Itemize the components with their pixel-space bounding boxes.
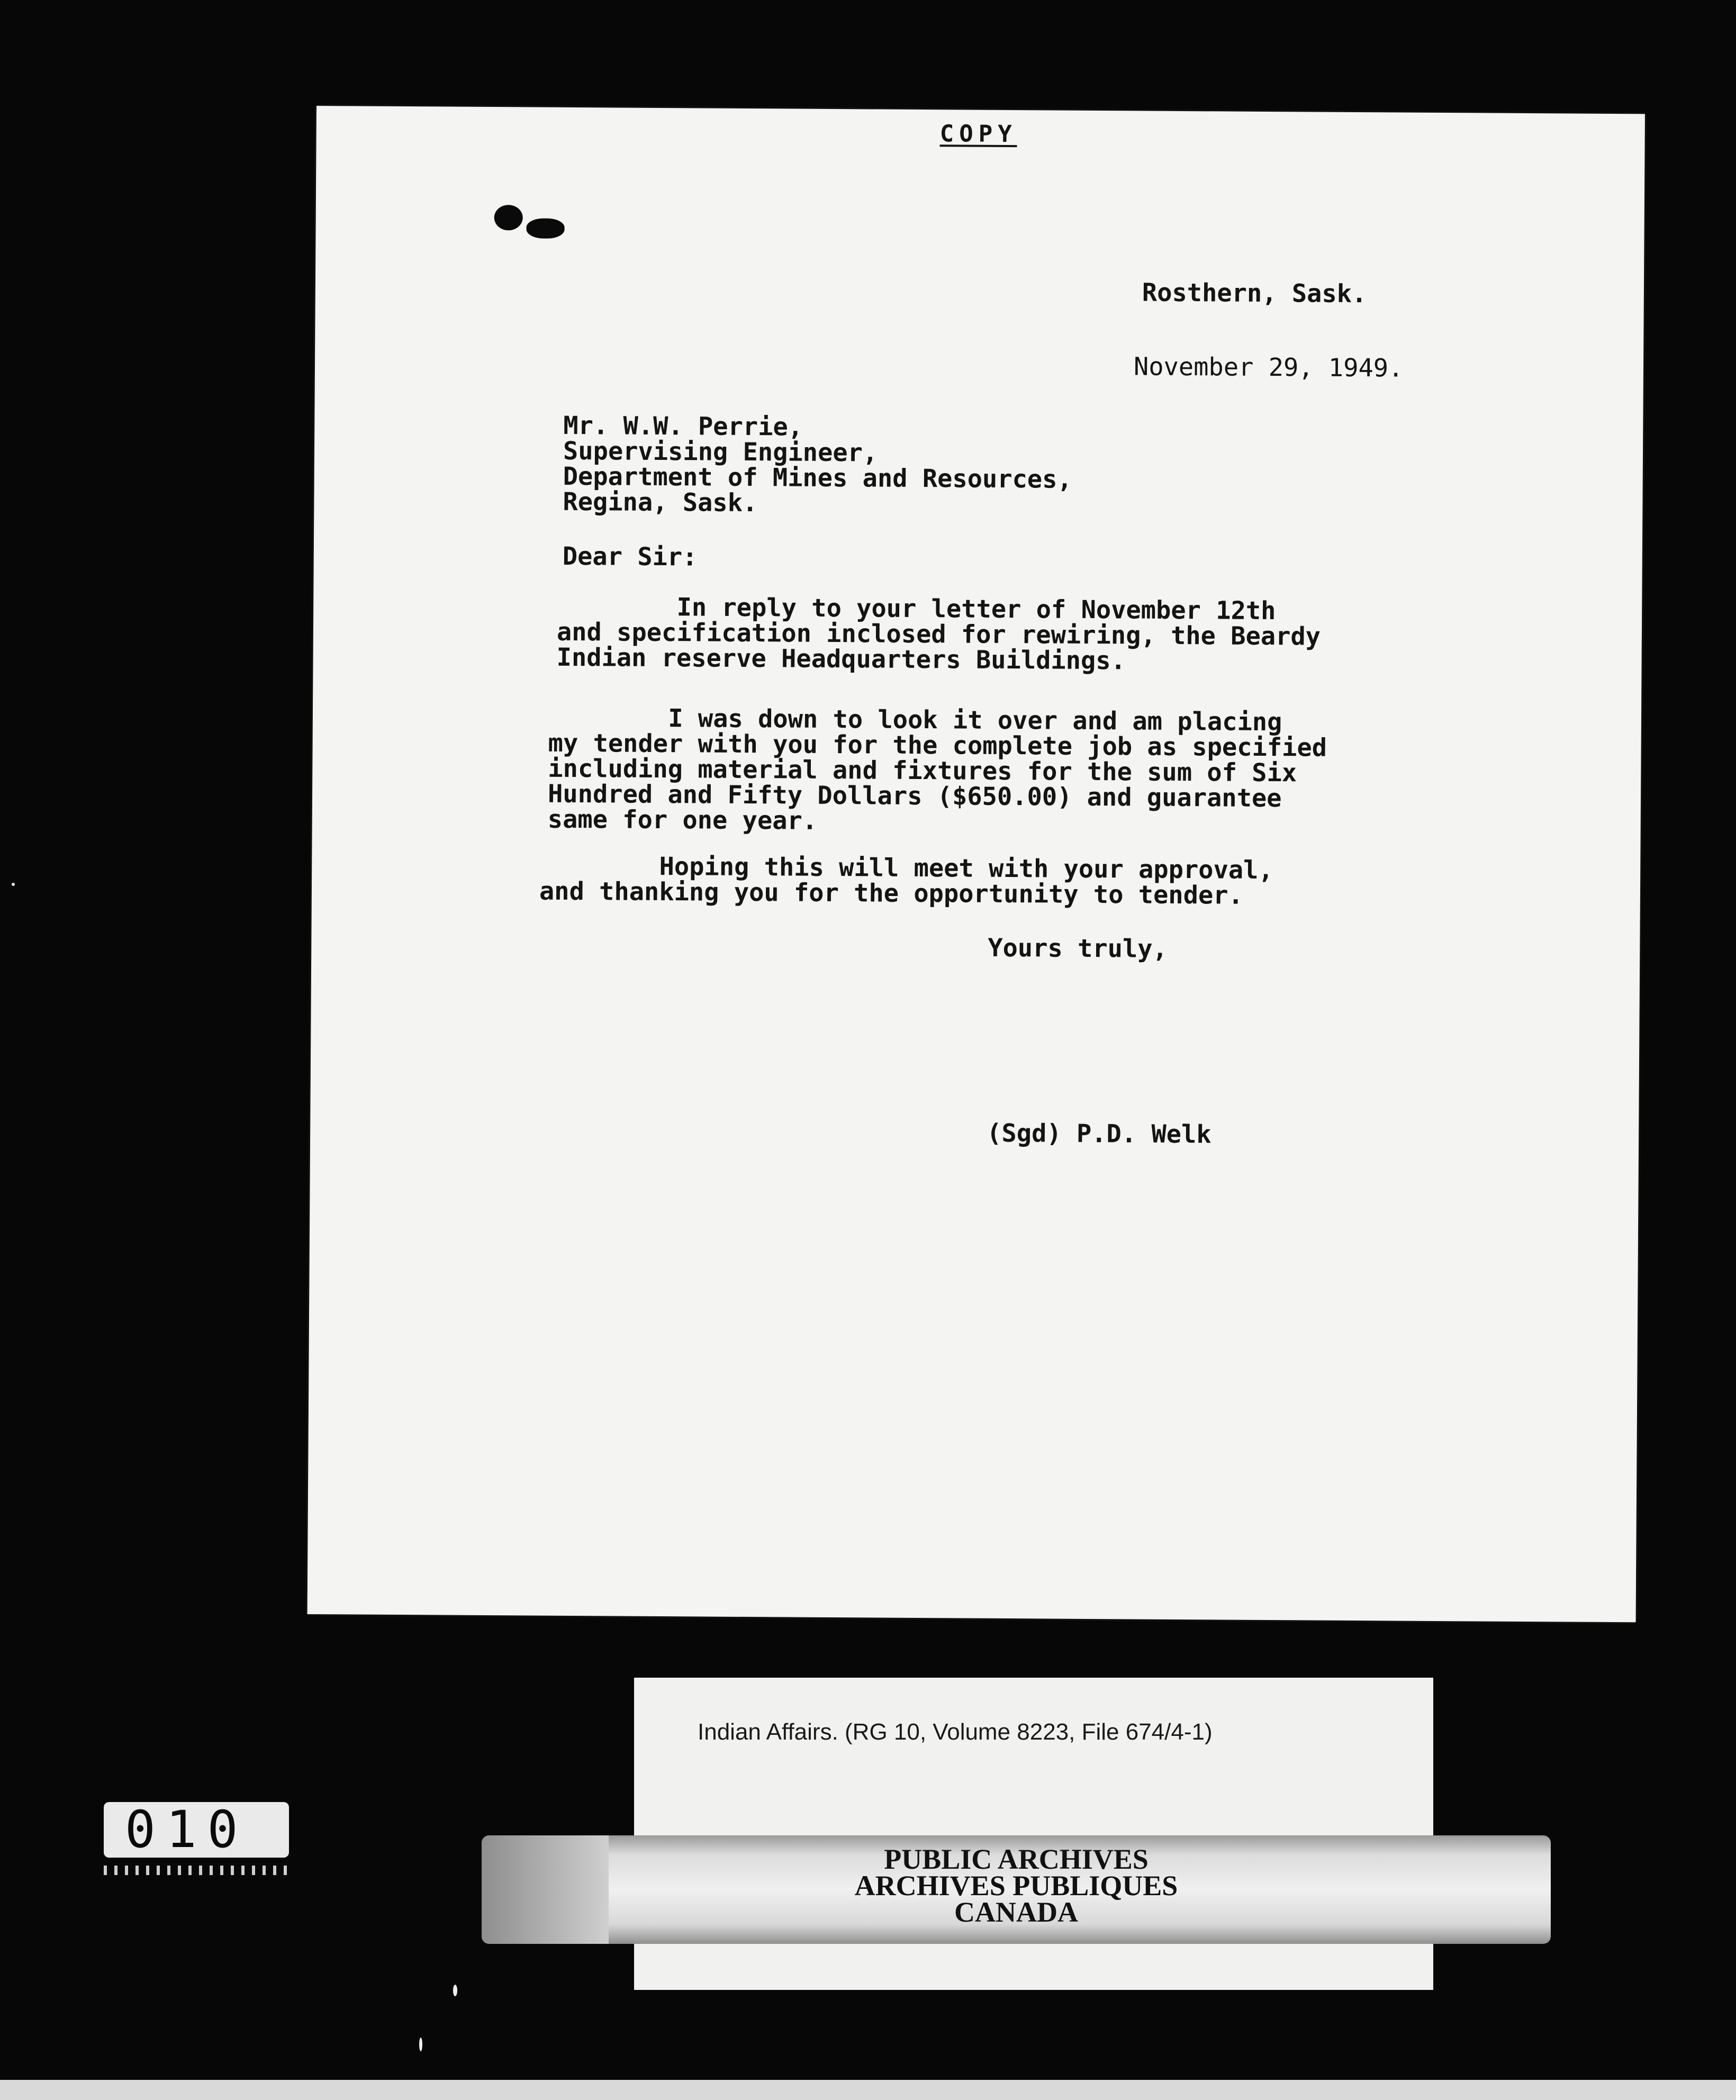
counter-ticks [104, 1866, 289, 1875]
paragraph-1 [556, 594, 1321, 675]
paragraph-line: and specification inclosed for rewiring, the Beardy [556, 617, 1321, 651]
ink-blot [494, 205, 523, 230]
paragraph-line: I was down to look it over and am placing [548, 703, 1282, 737]
archive-label-band [482, 1835, 1551, 1944]
sender-place: Rosthern, Sask. [1142, 278, 1367, 309]
letter-date: November 29, 1949. [1133, 352, 1404, 383]
recipient-address [563, 413, 1072, 518]
film-edge-strip [0, 2080, 1736, 2100]
paragraph-line: Hoping this will meet with your approval, [539, 851, 1273, 885]
archive-citation: Indian Affairs. (RG 10, Volume 8223, File 674/4-1) [698, 1719, 1213, 1745]
paragraph-3 [539, 851, 1273, 910]
paragraph-line: and thanking you for the opportunity to tender. [539, 876, 1244, 910]
address-line: Department of Mines and Resources, [563, 461, 1072, 494]
ink-blot [526, 218, 564, 238]
address-line: Supervising Engineer, [563, 436, 878, 468]
letter-page [308, 106, 1645, 1622]
paragraph-line: Hundred and Fifty Dollars ($650.00) and guarantee [547, 779, 1282, 813]
paragraph-line: my tender with you for the complete job as specified [548, 728, 1327, 763]
film-speck [453, 1985, 457, 1996]
film-speck [419, 2038, 422, 2051]
address-line: Regina, Sask. [563, 487, 758, 518]
paragraph-line: including material and fixtures for the sum of Six [548, 754, 1297, 788]
paragraph-2 [548, 705, 1327, 837]
frame-number: 010 [125, 1800, 249, 1859]
archive-label-line: PUBLIC ARCHIVES [884, 1843, 1149, 1875]
archive-label [482, 1843, 1551, 1928]
film-speck [12, 883, 15, 886]
paragraph-line: In reply to your letter of November 12th [557, 592, 1276, 626]
address-line: Mr. W.W. Perrie, [563, 411, 803, 442]
signature: (Sgd) P.D. Welk [986, 1118, 1211, 1149]
archive-label-line: ARCHIVES PUBLIQUES [854, 1870, 1178, 1902]
salutation: Dear Sir: [562, 541, 698, 572]
paragraph-line: same for one year. [547, 804, 818, 836]
frame-counter [104, 1802, 289, 1858]
archive-label-line: CANADA [954, 1896, 1078, 1928]
paragraph-line: Indian reserve Headquarters Buildings. [556, 642, 1126, 676]
copy-heading: COPY [939, 120, 1017, 148]
closing: Yours truly, [988, 933, 1168, 964]
